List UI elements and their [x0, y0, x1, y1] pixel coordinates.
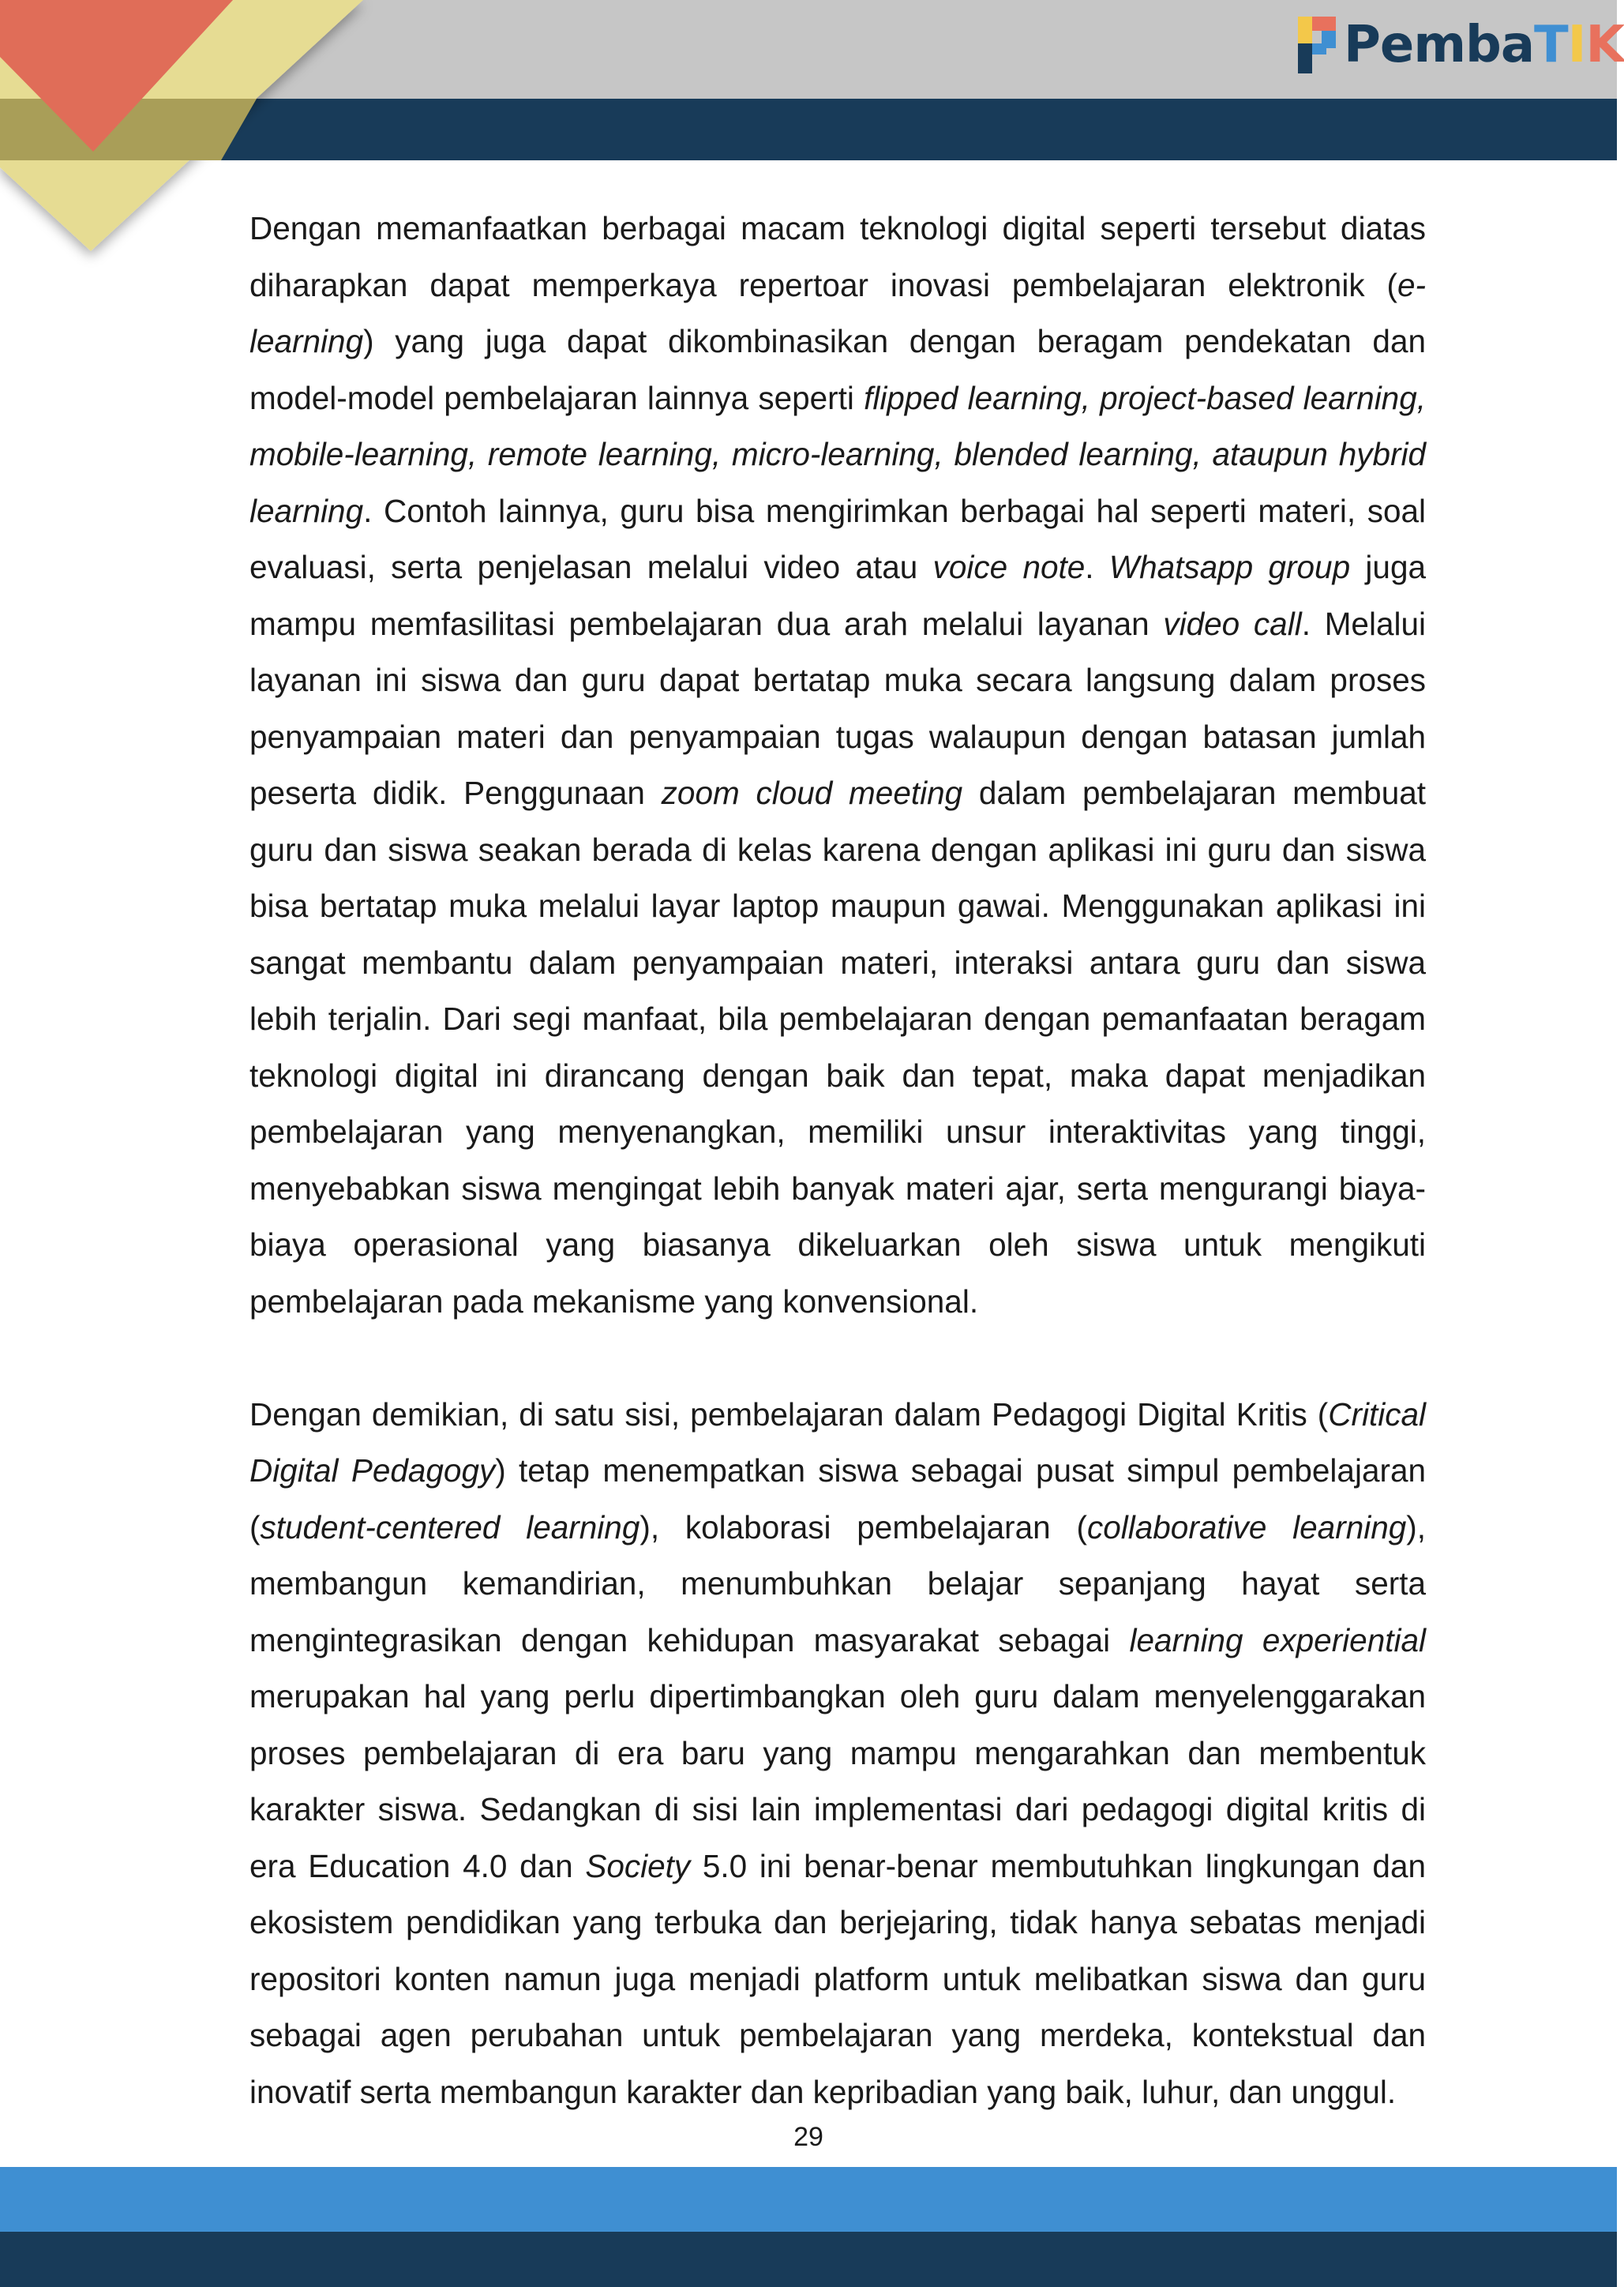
italic-text: voice note — [932, 549, 1086, 585]
text-run: Dengan memanfaatkan berbagai macam teknologi digital seperti tersebut diatas diharapkan dapat memperkaya repertoar inovasi pembelajaran elektronik ( — [249, 210, 1426, 303]
text-run: . — [1085, 549, 1109, 585]
italic-text: collaborative learning — [1086, 1508, 1407, 1545]
footer-stripe — [0, 2167, 1617, 2232]
page-number: 29 — [793, 2122, 823, 2152]
italic-text: Society — [585, 1847, 691, 1884]
logo-text-t: T — [1534, 16, 1568, 74]
paragraph-2 — [249, 1387, 1426, 2121]
text-run: . Melalui layanan ini siswa dan guru dapat bertatap muka secara langsung dalam proses penyampaian materi dan penyampaian tugas walaupun dengan batasan jumlah peserta didik. Penggunaan — [249, 605, 1426, 811]
text-run: ), kolaborasi pembelajaran ( — [639, 1508, 1087, 1545]
text-run: ) tetap menempatkan siswa sebagai pusat simpul pembelajaran ( — [249, 1452, 1427, 1545]
italic-text: zoom cloud meeting — [661, 775, 963, 811]
italic-text: e-learning — [249, 266, 1426, 359]
italic-text: flipped learning, project-based learning, mobile-learning, remote learning, micro-learning, blended learning, ataupun hybrid learning — [249, 379, 1426, 529]
text-run: . Contoh lainnya, guru bisa mengirimkan berbagai hal seperti materi, soal evaluasi, serta penjelasan melalui video atau — [249, 492, 1426, 585]
paragraph-1 — [249, 201, 1426, 1330]
text-run: ) yang juga dapat dikombinasikan dengan beragam pendekatan dan model-model pembelajaran lainnya seperti — [249, 323, 1426, 416]
logo-text-i: I — [1567, 16, 1586, 74]
text-run: dalam pembelajaran membuat guru dan siswa seakan berada di kelas karena dengan aplikasi ini guru dan siswa bisa bertatap muka melalui layar laptop maupun gawai. Menggunakan aplikasi ini sangat membantu dalam penyampaian materi, interaksi antara guru dan siswa lebih terjalin. Dari segi manfaat, bila pembelajaran dengan pemanfaatan beragam teknologi digital ini dirancang dengan baik dan tepat, maka dapat menjadikan pembelajaran yang menyenangkan, memiliki unsur interaktivitas yang tinggi, menyebabkan siswa mengingat lebih banyak materi ajar, serta mengurangi biaya-biaya operasional yang biasanya dikeluarkan oleh siswa untuk mengikuti pembelajaran pada mekanisme yang konvensional. — [249, 775, 1426, 1320]
body-text — [249, 201, 1426, 2120]
pembatik-logo — [1295, 9, 1624, 81]
logo-p-icon — [1295, 13, 1342, 77]
text-run: ), membangun kemandirian, menumbuhkan belajar sepanjang hayat serta mengintegrasikan dengan kehidupan masyarakat sebagai — [249, 1508, 1427, 1658]
logo-text-main: Pemba — [1344, 16, 1534, 74]
italic-text: Whatsapp group — [1108, 549, 1351, 585]
logo-text-k: K — [1585, 16, 1624, 74]
italic-text: Critical Digital Pedagogy — [249, 1395, 1426, 1489]
text-run: Dengan demikian, di satu sisi, pembelajaran dalam Pedagogi Digital Kritis ( — [249, 1395, 1329, 1433]
text-run: merupakan hal yang perlu dipertimbangkan oleh guru dalam menyelenggarakan proses pembelajaran di era baru yang mampu mengarahkan dan membentuk karakter siswa. Sedangkan di sisi lain implementasi dari pedagogi digital kritis di era Education 4.0 dan — [249, 1678, 1426, 1884]
text-run: juga mampu memfasilitasi pembelajaran dua arah melalui layanan — [249, 549, 1426, 642]
footer-bar — [0, 2232, 1617, 2287]
italic-text: video call — [1163, 605, 1302, 642]
italic-text: student-centered learning — [260, 1508, 640, 1545]
italic-text: learning experiential — [1129, 1621, 1427, 1658]
text-run: 5.0 ini benar-benar membutuhkan lingkungan dan ekosistem pendidikan yang terbuka dan berjejaring, tidak hanya sebatas menjadi repositori konten namun juga menjadi platform untuk melibatkan siswa dan guru sebagai agen perubahan untuk pembelajaran yang merdeka, kontekstual dan inovatif serta membangun karakter dan kepribadian yang baik, luhur, dan unggul. — [249, 1847, 1426, 2110]
